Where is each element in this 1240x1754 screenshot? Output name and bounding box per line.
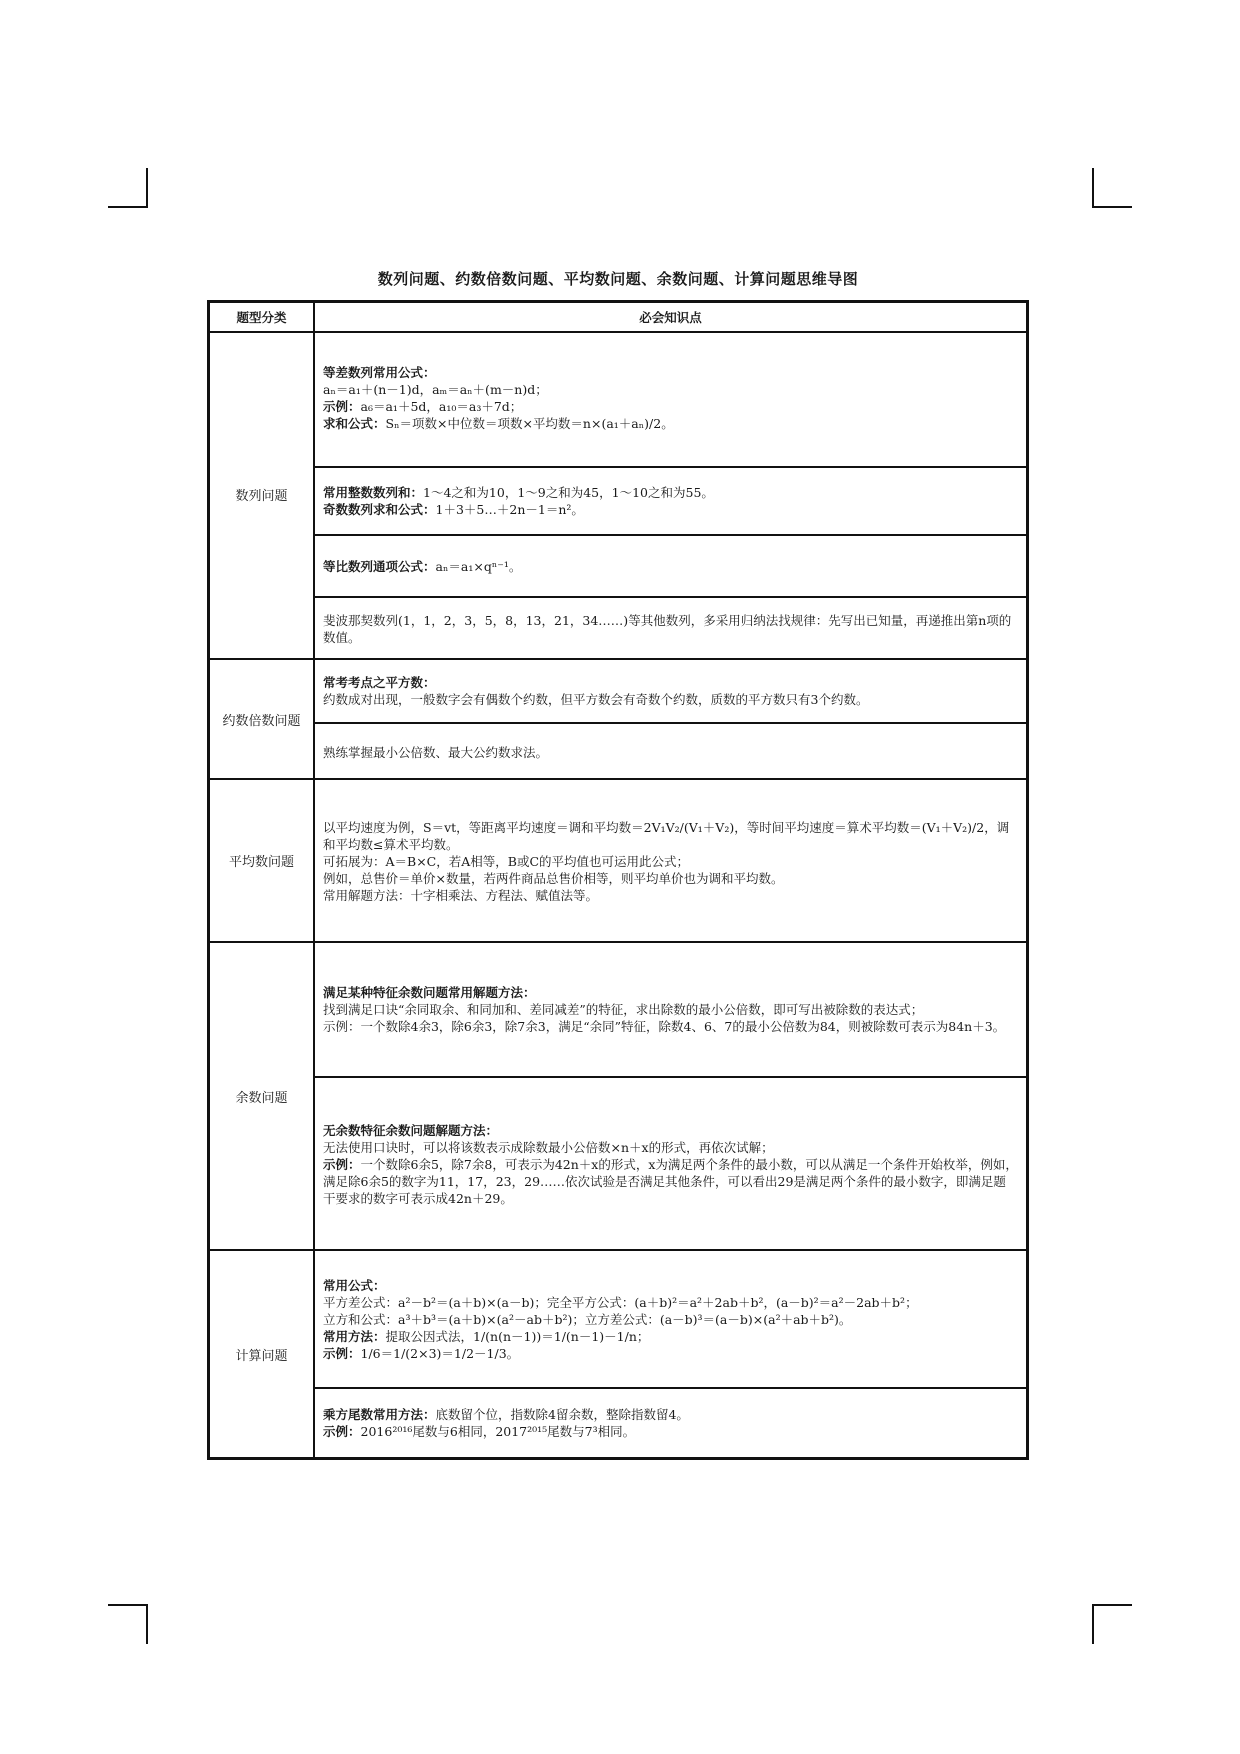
- mind-map-table: [207, 300, 1029, 1460]
- text-line: 示例：一个数除6余5，除7余8，可表示为42n＋x的形式，x为满足两个条件的最小数，可以从满足一个条件开始枚举，例如，满足除6余5的数字为11，17，23，29……依次试验是否满足其他条件，可以看出29是满足两个条件的最小数字，即满足题干要求的数字可表示成42n＋29。: [323, 1157, 1018, 1206]
- page-title: 数列问题、约数倍数问题、平均数问题、余数问题、计算问题思维导图: [377, 270, 859, 288]
- category-label: 平均数问题: [210, 780, 315, 941]
- text-line: 求和公式：Sₙ＝项数×中位数＝项数×平均数＝n×(a₁＋aₙ)/2。: [323, 416, 674, 431]
- knowledge-block: [315, 943, 1026, 1078]
- text-line: 斐波那契数列(1，1，2，3，5，8，13，21，34……)等其他数列，多采用归纳法找规律：先写出已知量，再递推出第n项的数值。: [323, 613, 1012, 645]
- category-label: 约数倍数问题: [210, 660, 315, 778]
- section-content: [315, 943, 1026, 1249]
- knowledge-block: [315, 536, 1026, 598]
- crop-mark-top-right-h: [1092, 206, 1132, 208]
- knowledge-block: [315, 724, 1026, 780]
- text-line: 示例：1/6＝1/(2×3)＝1/2－1/3。: [323, 1345, 520, 1361]
- crop-mark-top-right-v: [1092, 168, 1094, 208]
- knowledge-block: [315, 1078, 1026, 1251]
- knowledge-block: [315, 330, 1026, 468]
- section-sequence: [210, 330, 1026, 660]
- knowledge-block: [315, 780, 1026, 943]
- section-content: [315, 660, 1026, 778]
- text-line: 示例：a₆＝a₁＋5d，a₁₀＝a₃＋7d；: [323, 399, 523, 414]
- category-label: 计算问题: [210, 1251, 315, 1457]
- text-line: 常用解题方法：十字相乘法、方程法、赋值法等。: [323, 888, 599, 903]
- text-line: 满足某种特征余数问题常用解题方法：: [323, 985, 536, 1000]
- text-line: 等比数列通项公式：aₙ＝a₁×qⁿ⁻¹。: [323, 558, 522, 574]
- text-line: 可拓展为：A＝B×C，若A相等，B或C的平均值也可运用此公式；: [323, 854, 690, 869]
- header-category: 题型分类: [210, 303, 315, 331]
- text-line: 无法使用口诀时，可以将该数表示成除数最小公倍数×n＋x的形式，再依次试解；: [323, 1140, 774, 1155]
- text-line: 奇数数列求和公式：1＋3＋5…＋2n－1＝n²。: [323, 502, 584, 517]
- text-line: 示例：2016²⁰¹⁶尾数与6相同，2017²⁰¹⁵尾数与7³相同。: [323, 1424, 636, 1439]
- text-line: 常考考点之平方数：: [323, 675, 436, 690]
- section-content: [315, 780, 1026, 941]
- text-line: 立方和公式：a³＋b³＝(a＋b)×(a²－ab＋b²)；立方差公式：(a－b)³＝(a－b)×(a²＋ab＋b²)。: [323, 1311, 852, 1327]
- crop-mark-bottom-right-v: [1092, 1604, 1094, 1644]
- text-line: 常用公式：: [323, 1277, 386, 1293]
- section-content: [315, 1251, 1026, 1457]
- text-line: 以平均速度为例，S＝vt，等距离平均速度＝调和平均数＝2V₁V₂/(V₁＋V₂)，等时间平均速度＝算术平均数＝(V₁＋V₂)/2，调和平均数≤算术平均数。: [323, 820, 1010, 852]
- header-knowledge: 必会知识点: [639, 310, 702, 325]
- section-content: [315, 330, 1026, 658]
- category-label: 余数问题: [210, 943, 315, 1249]
- section-average: [210, 780, 1026, 943]
- text-line: 常用方法：提取公因式法，1/(n(n－1))＝1/(n－1)－1/n；: [323, 1328, 650, 1344]
- text-line: aₙ＝a₁＋(n－1)d，aₘ＝aₙ＋(m－n)d；: [323, 382, 548, 397]
- crop-mark-top-left-v: [146, 168, 148, 208]
- text-line: 平方差公式：a²－b²＝(a＋b)×(a－b)；完全平方公式：(a＋b)²＝a²＋2ab＋b²，(a－b)²＝a²－2ab＋b²；: [323, 1294, 918, 1310]
- knowledge-block: [315, 468, 1026, 536]
- crop-mark-top-left-h: [108, 206, 148, 208]
- text-line: 无余数特征余数问题解题方法：: [323, 1123, 499, 1138]
- section-remainder: [210, 943, 1026, 1251]
- knowledge-block: [315, 1389, 1026, 1457]
- crop-mark-bottom-left-h: [108, 1604, 148, 1606]
- knowledge-block: [315, 598, 1026, 660]
- section-calculation: [210, 1251, 1026, 1457]
- crop-mark-bottom-left-v: [146, 1604, 148, 1644]
- text-line: 约数成对出现，一般数字会有偶数个约数，但平方数会有奇数个约数，质数的平方数只有3个约数。: [323, 692, 869, 707]
- text-line: 例如，总售价＝单价×数量，若两件商品总售价相等，则平均单价也为调和平均数。: [323, 871, 784, 886]
- crop-mark-bottom-right-h: [1092, 1604, 1132, 1606]
- text-line: 示例：一个数除4余3，除6余3，除7余3，满足“余同”特征，除数4、6、7的最小公倍数为84，则被除数可表示为84n＋3。: [323, 1019, 1006, 1034]
- table-header-row: [210, 303, 1026, 333]
- knowledge-block: [315, 1251, 1026, 1389]
- category-label: 数列问题: [210, 330, 315, 658]
- text-line: 常用整数数列和：1～4之和为10，1～9之和为45，1～10之和为55。: [323, 485, 714, 500]
- text-line: 熟练掌握最小公倍数、最大公约数求法。: [323, 744, 549, 760]
- knowledge-block: [315, 660, 1026, 724]
- section-divisor-multiple: [210, 660, 1026, 780]
- text-line: 等差数列常用公式：: [323, 365, 436, 380]
- text-line: 乘方尾数常用方法：底数留个位，指数除4留余数，整除指数留4。: [323, 1407, 689, 1422]
- text-line: 找到满足口诀“余同取余、和同加和、差同减差”的特征，求出除数的最小公倍数，即可写出被除数的表达式；: [323, 1002, 924, 1017]
